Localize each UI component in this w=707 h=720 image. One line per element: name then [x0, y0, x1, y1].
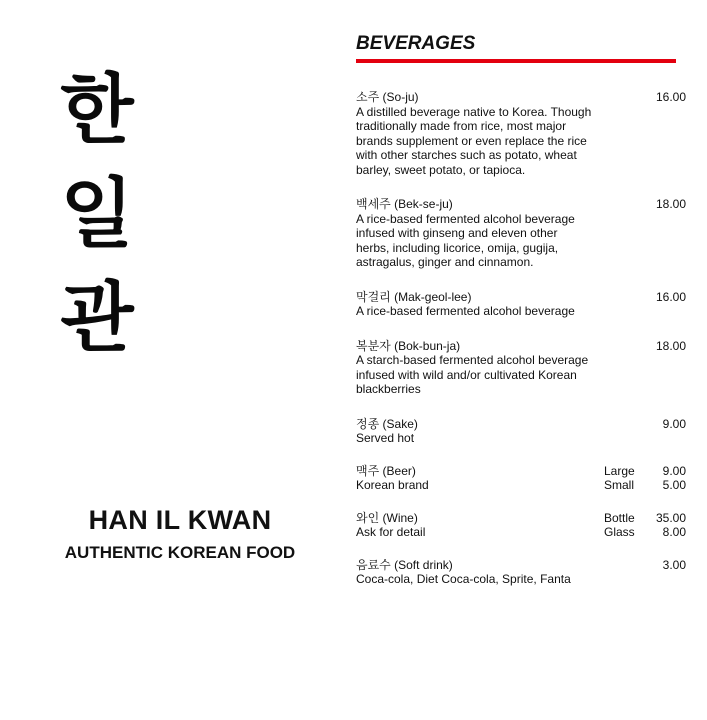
item-price: 35.00 [655, 510, 686, 525]
item-price: 9.00 [662, 416, 686, 431]
item-price: 5.00 [662, 478, 686, 492]
restaurant-tagline: AUTHENTIC KOREAN FOOD [64, 543, 296, 562]
hangul-logo [52, 58, 142, 370]
menu-item-wine [356, 511, 688, 540]
menu-item-bekseju [356, 197, 688, 270]
menu-item-soju [356, 90, 688, 177]
item-price: 8.00 [662, 525, 686, 539]
item-name: 정종 (Sake) [356, 416, 418, 431]
item-price: 3.00 [662, 557, 686, 572]
item-name: 소주 (So-ju) [356, 90, 419, 104]
item-price: 16.00 [655, 289, 686, 304]
item-description: Served hot [356, 431, 415, 445]
item-description: A rice-based fermented alcohol beverage infused with ginseng and eleven other herbs, including licorice, omija, gugija, astragalus, ginger and cinnamon. [356, 211, 575, 269]
size-options [604, 464, 635, 493]
item-description: A distilled beverage native to Korea. Though traditionally made from rice, most major brands supplement or even replace the rice with other starches such as potato, wheat barley, sweet potato, or tapioca. [356, 104, 592, 177]
size-label: Small [604, 478, 635, 492]
menu-panel [356, 33, 688, 587]
item-price: 16.00 [655, 90, 686, 104]
item-description: Ask for detail [356, 525, 426, 539]
menu-item-soft-drink [356, 558, 688, 587]
item-name: 복분자 (Bok-bun-ja) [356, 338, 461, 353]
size-label: Glass [604, 525, 635, 539]
hangul-char: 일 [60, 169, 134, 258]
restaurant-name: HAN IL KWAN [88, 505, 272, 535]
item-name: 막걸리 (Mak-geol-lee) [356, 289, 472, 304]
brand-panel [0, 0, 340, 720]
item-price: 18.00 [655, 338, 686, 353]
section-title: BEVERAGES [356, 33, 676, 63]
item-description: Korean brand [356, 478, 429, 492]
hangul-char: 한 [60, 65, 134, 154]
size-options [604, 511, 635, 540]
menu-item-beer [356, 464, 688, 493]
item-price: 9.00 [662, 463, 686, 478]
brand-block [40, 505, 320, 563]
item-name: 와인 (Wine) [356, 510, 418, 525]
size-label: Large [604, 463, 635, 478]
item-description: A starch-based fermented alcohol beverage infused with wild and/or cultivated Korean blackberries [356, 353, 589, 396]
menu-item-bokbunja [356, 339, 688, 397]
item-price: 18.00 [655, 197, 686, 211]
menu-item-makgeolli [356, 290, 688, 319]
item-name: 맥주 (Beer) [356, 463, 416, 478]
item-description: Coca-cola, Diet Coca-cola, Sprite, Fanta [356, 572, 571, 586]
item-name: 음료수 (Soft drink) [356, 557, 453, 572]
hangul-char: 관 [60, 273, 134, 362]
size-label: Bottle [604, 510, 635, 525]
menu-item-sake [356, 417, 688, 446]
item-name: 백세주 (Bek-se-ju) [356, 197, 453, 211]
item-description: A rice-based fermented alcohol beverage [356, 304, 575, 318]
